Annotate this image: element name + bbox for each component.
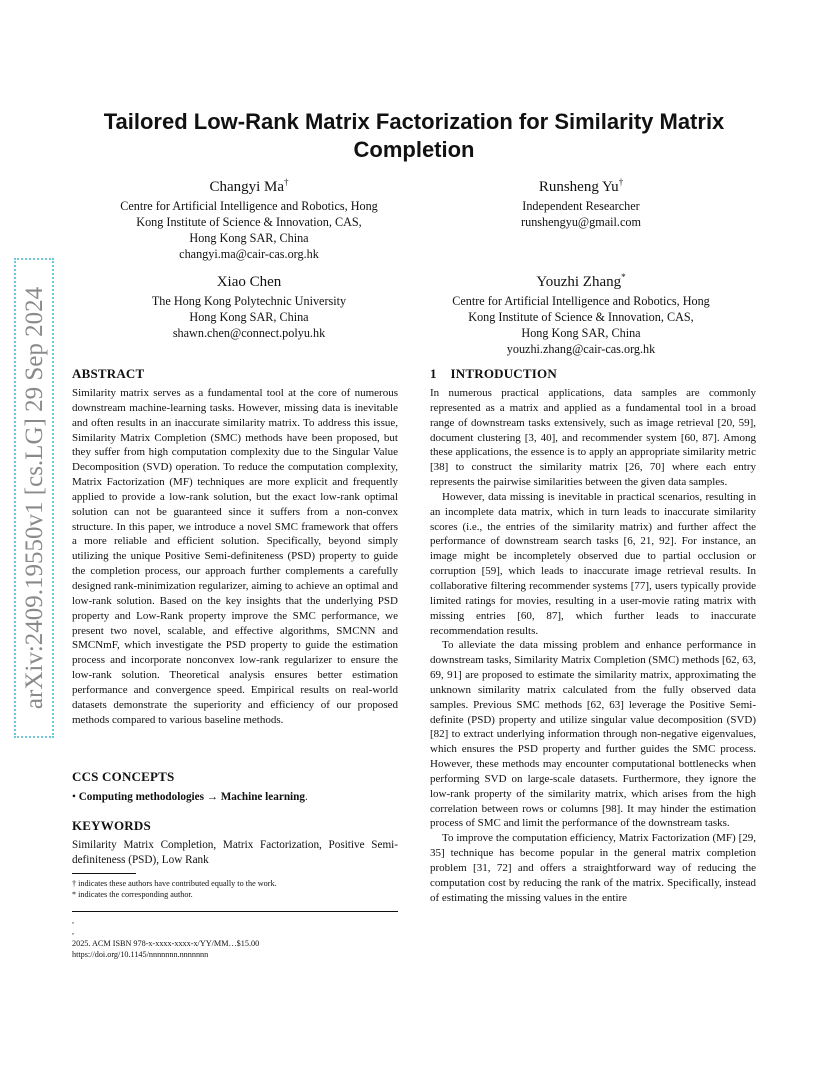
abstract-body: Similarity matrix serves as a fundamental tool at the core of numerous downstream machine-learning tasks. However, missing data is inevitable and often results in an inaccurate similarity matrix. To address this issue, Similarity Matrix Completion (SMC) methods have been proposed, but they suffer from high computation complexity due to the Singular Value Decomposition (SVD) operation. To reduce the computation complexity, Matrix Factorization (MF) techniques are more explicit and frequently applied to provide a low-rank solution, but the exact low-rank optimal solution can not be guaranteed since it suffers from a non-convex structure. In this paper, we introduce a novel SMC framework that offers a more reliable and efficient solution. Specifically, beyond simply utilizing the unique Positive Semi-definiteness (PSD) property to guide the completion process, our approach further complements a carefully designed rank-minimization regularizer, aiming to achieve an optimal and low-rank solution. Based on the key insights that the underlying PSD property and Low-Rank property improve the SMC performance, we present two novel, scalable, and effective algorithms, SMCNN and SMCNmF, which investigate the PSD property to guide the estimation process and incorporate nonconvex low-rank regularizer to ensure the low-rank solution. Theoretical analysis ensures better estimation performance and convergence speed. Empirical results on real-world datasets demonstrate the superiority and efficiency of our proposed methods compared to various baseline methods. xyxy=(72,387,398,726)
affiliation-line: Hong Kong SAR, China xyxy=(521,326,641,340)
paragraph: However, data missing is inevitable in practical scenarios, resulting in an incomplete data matrix, which in turn leads to inaccurate similarity scores (i.e., the entries of the similarity matrix) and further affect the performance of downstream search tasks [6, 21, 92]. For instance, an image might be incompletely observed due to partial occlusion or corruption [59], which leads to inaccurate image retrieval results. In collaborative filtering recommender systems [77], users typically provide limited ratings for movies, resulting in a user-movie rating matrix with missing entries [60, 87], which further leads to inaccurate recommendation results. xyxy=(430,490,756,637)
paragraph: To improve the computation efficiency, Matrix Factorization (MF) [29, 35] technique has become popular in the general matrix completion problem [31, 72] and offers a straightforward way of reducing the computation cost by reducing the rank of the matrix. Specifically, instead of estimating the missing values in the entire xyxy=(430,832,756,904)
ccs-heading: CCS CONCEPTS xyxy=(72,769,175,784)
arxiv-identifier[interactable]: arXiv:2409.19550v1 [cs.LG] 29 Sep 2024 xyxy=(21,286,48,710)
divider xyxy=(72,911,398,912)
paper-title: Tailored Low-Rank Matrix Factorization for Similarity Matrix Completion xyxy=(103,109,725,162)
affiliation-line: Centre for Artificial Intelligence and Robotics, Hong xyxy=(452,294,710,308)
author-name: Xiao Chen xyxy=(216,274,282,290)
ccs-concept: Computing methodologies → Machine learning xyxy=(78,791,305,803)
footnote-corresponding: * indicates the corresponding author. xyxy=(72,890,193,899)
paragraph: In numerous practical applications, data samples are commonly represented as a matrix and applied as a fundamental tool in a broad range of downstream tasks extensively, such as image retrieval [20, 59], document clustering [3, 40], and recommender system [60, 87]. Among these applications, the essence is to apply an appropriate similarity metric [38] to construct the similarity matrix [26, 70] where each entry represents the pairwise similarities between the given data samples. xyxy=(430,387,756,489)
abstract-heading: ABSTRACT xyxy=(72,366,145,381)
intro-heading xyxy=(430,366,557,382)
footnote-rule xyxy=(72,873,136,874)
affiliation-line: Hong Kong SAR, China xyxy=(189,310,309,324)
affiliation-line: Independent Researcher xyxy=(522,199,640,213)
affiliation-line: The Hong Kong Polytechnic University xyxy=(151,294,347,308)
section-title: INTRODUCTION xyxy=(450,366,557,381)
author-block-3 xyxy=(90,273,408,341)
author-name: Youzhi Zhang xyxy=(536,274,622,290)
affiliation-line: Kong Institute of Science & Innovation, CAS, xyxy=(468,310,694,324)
author-mark: * xyxy=(621,272,626,282)
affiliation-line: Hong Kong SAR, China xyxy=(189,231,309,245)
paragraph: To alleviate the data missing problem and enhance performance in downstream tasks, Similarity Matrix Completion (SMC) methods [62, 63, 69, 91] are proposed to estimate the similarity matrix, approximating the unknown similarity matrix calculated from the fully observed data samples. Previous SMC methods [62, 63] leverage the Positive Semi-definite (PSD) property and utilize singular value decomposition (SVD) [82] to extract underlying information through non-negative eigenvalues, which ensures the PSD property and further guides the SMC process. However, these methods may encounter computational bottlenecks when performing SVD on large-scale datasets. Furthermore, they ignore the low-rank property of the similarity matrix, which arises from the high correlation between rows or columns [98]. It may hinder the estimation process of SMC and limit the performance of the downstream tasks. xyxy=(430,639,756,830)
doi-link[interactable]: https://doi.org/10.1145/nnnnnnn.nnnnnnn xyxy=(72,950,209,959)
keywords-heading: KEYWORDS xyxy=(72,818,151,833)
conference-line: , xyxy=(72,916,75,925)
author-email[interactable]: changyi.ma@cair-cas.org.hk xyxy=(179,247,319,261)
author-email[interactable]: runshengyu@gmail.com xyxy=(521,215,641,229)
bullet-icon: • xyxy=(72,791,76,803)
affiliation-line: Centre for Artificial Intelligence and Robotics, Hong xyxy=(120,199,378,213)
author-email[interactable]: shawn.chen@connect.polyu.hk xyxy=(172,326,326,340)
author-name: Runsheng Yu xyxy=(538,179,619,195)
author-mark: † xyxy=(284,177,289,187)
ccs-concepts: • Computing methodologies → Machine learning. xyxy=(72,791,308,803)
author-mark: † xyxy=(618,177,624,187)
footnote-equal: † indicates these authors have contributed equally to the work. xyxy=(72,879,277,888)
isbn-line: 2025. ACM ISBN 978-x-xxxx-xxxx-x/YY/MM…$15.00 xyxy=(72,939,260,948)
conference-line: , xyxy=(72,927,75,936)
author-name: Changyi Ma xyxy=(209,179,285,195)
author-email[interactable]: youzhi.zhang@cair-cas.org.hk xyxy=(506,342,656,356)
affiliation-line: Kong Institute of Science & Innovation, CAS, xyxy=(136,215,362,229)
keywords-body: Similarity Matrix Completion, Matrix Factorization, Positive Semi-definiteness (PSD), Low Rank xyxy=(72,839,398,866)
section-number: 1 xyxy=(430,366,437,381)
author-block-4 xyxy=(422,273,740,357)
author-block-1 xyxy=(90,178,408,262)
author-block-2 xyxy=(422,178,740,230)
intro-body xyxy=(430,386,756,906)
